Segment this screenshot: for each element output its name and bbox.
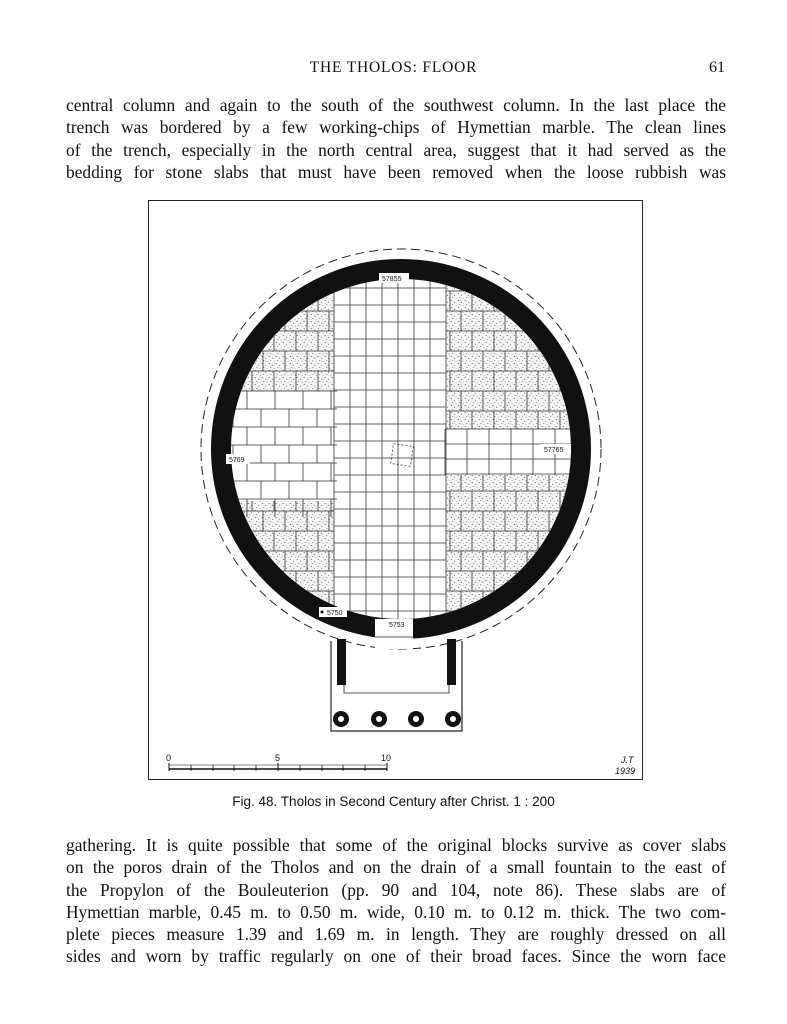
text-line: central column and again to the south of the southwest column. In the last place the xyxy=(66,95,726,115)
text-line: Hymettian marble, 0.45 m. to 0.50 m. wide, 0.10 m. to 0.12 m. thick. The two com- xyxy=(66,901,726,922)
signature-initials: J.T xyxy=(621,755,634,765)
scale-label-end: 10 xyxy=(381,753,392,763)
text-line: gathering. It is quite possible that some of the original blocks survive as cover slabs xyxy=(66,835,726,855)
page-number: 61 xyxy=(709,59,725,76)
tholos-plan-drawing xyxy=(149,201,644,781)
body-paragraph-top xyxy=(66,94,726,183)
body-paragraph-bottom xyxy=(66,834,726,968)
running-title: THE THOLOS: FLOOR xyxy=(309,59,478,76)
figure-tholos-plan xyxy=(148,200,643,780)
text-line: the Propylon of the Bouleuterion (pp. 90 and 104, note 86). These slabs are of xyxy=(66,879,726,900)
text-line: sides and worn by traffic regularly on one of their broad faces. Since the worn face xyxy=(66,946,726,967)
text-line: trench was bordered by a few working-chips of Hymettian marble. The clean lines xyxy=(66,117,726,138)
label-southwest: 5750 xyxy=(327,610,343,617)
scale-bar xyxy=(166,753,391,771)
scale-label-mid: 5 xyxy=(275,753,281,763)
text-line: plete pieces measure 1.39 and 1.69 m. in length. They are roughly dressed on all xyxy=(66,924,726,945)
label-south: 5753 xyxy=(389,622,405,629)
text-line: of the trench, especially in the north central area, suggest that it had served as the xyxy=(66,139,726,160)
scale-label-start: 0 xyxy=(166,753,172,763)
signature-year: 1939 xyxy=(615,766,636,776)
figure-caption: Fig. 48. Tholos in Second Century after Christ. 1 : 200 xyxy=(232,794,555,809)
label-north: 57855 xyxy=(382,276,402,283)
text-line: bedding for stone slabs that must have been removed when the loose rubbish was xyxy=(66,161,726,182)
text-line: on the poros drain of the Tholos and on the drain of a small fountain to the east of xyxy=(66,857,726,878)
label-east: 57765 xyxy=(544,447,564,454)
running-head xyxy=(0,59,787,81)
label-west: 5769 xyxy=(229,457,245,464)
porch xyxy=(331,639,462,731)
